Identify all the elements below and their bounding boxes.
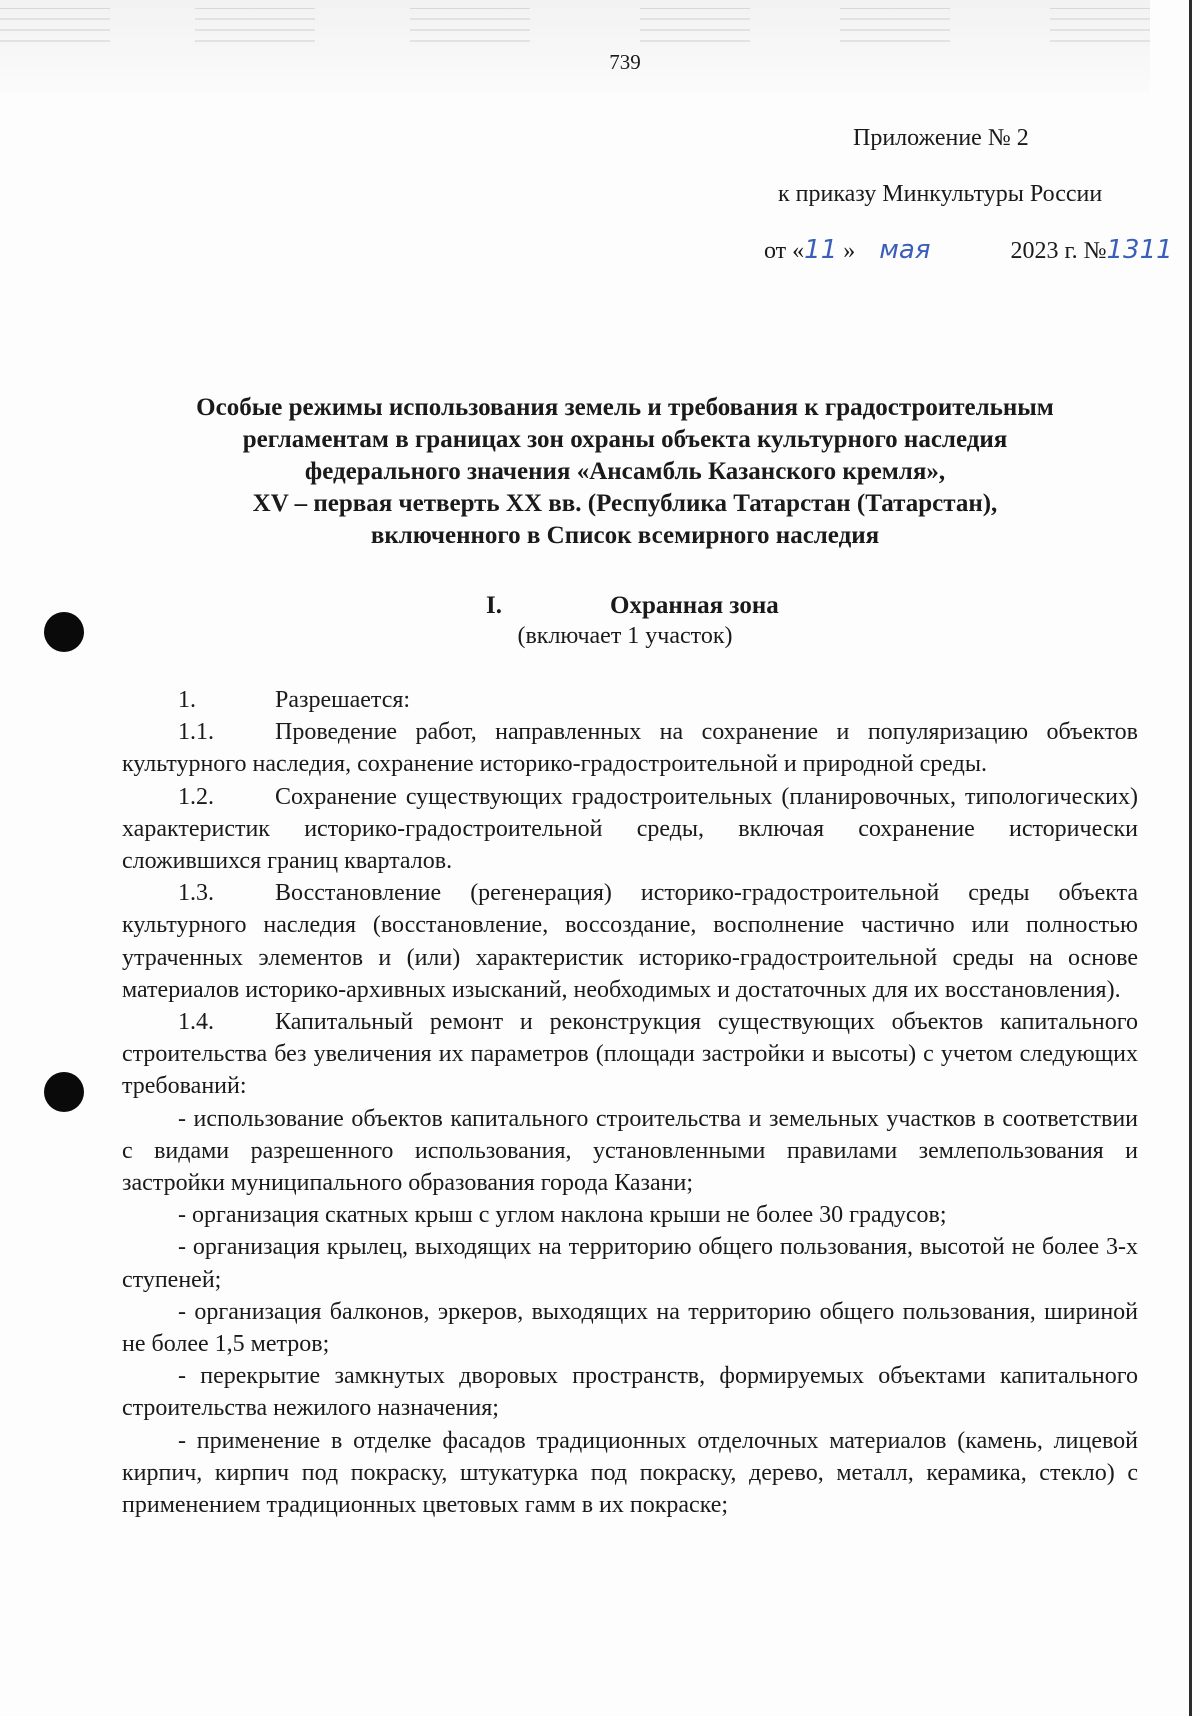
clause-number: 1.2. [178, 783, 214, 810]
requirement-item: - перекрытие замкнутых дворовых пространств, формируемых объектами капитального строительства нежилого назначения; [122, 1363, 1138, 1422]
appendix-order-ref: к приказу Минкультуры России [778, 181, 1103, 207]
clause-number: 1. [178, 687, 196, 713]
clause-1-1 [122, 716, 1138, 780]
clause-number: 1.4. [178, 1009, 214, 1036]
title-line: включенного в Список всемирного наследия [370, 522, 880, 549]
punch-hole [44, 1072, 84, 1112]
date-close-quote: » [843, 238, 856, 264]
clause-text: Капитальный ремонт и реконструкция существующих объектов капитального строительства без увеличения их параметров (площади застройки и высоты) с учетом следующих требований: [122, 1009, 1138, 1100]
title-line: XV – первая четверть XX вв. (Республика Татарстан (Татарстан), [252, 490, 998, 517]
date-year: 2023 г. № [1010, 238, 1107, 264]
requirement-item: - использование объектов капитального строительства и земельных участков в соответствии с видами разрешенного использования, установленными правилами землепользования и застройки муниципального образования города Казани; [122, 1105, 1138, 1197]
scan-bleed-through [0, 0, 1150, 92]
appendix-label: Приложение № 2 [853, 125, 1029, 151]
clause-text: Проведение работ, направленных на сохранение и популяризацию объектов культурного наследия, сохранение историко-градостроительной и природной среды. [122, 719, 1138, 778]
appendix-date-line [764, 236, 1173, 265]
clause-text: Восстановление (регенерация) историко-градостроительной среды объекта культурного наследия (восстановление, воссоздание, восполнение частично или полностью утраченных элементов и (или) характеристик историко-градостроительной среды на основе материалов историко-архивных изысканий, необходимых и достаточных для их восстановления). [122, 880, 1138, 1003]
requirement-item: - организация крылец, выходящих на территорию общего пользования, высотой не более 3-х ступеней; [122, 1234, 1138, 1293]
section-number: I. [486, 592, 502, 619]
clause-1-4 [122, 1006, 1138, 1103]
clause-text: Разрешается: [275, 687, 411, 713]
clause-number: 1.3. [178, 880, 214, 907]
scan-edge [1189, 0, 1192, 1716]
order-number-handwritten: 1311 [1106, 235, 1173, 265]
section-subtitle: (включает 1 участок) [517, 623, 733, 649]
clause-1-3 [122, 877, 1138, 1006]
clause-1 [122, 684, 1138, 716]
requirement-item: - организация скатных крыш с углом наклона крыши не более 30 градусов; [178, 1202, 947, 1229]
punch-hole [44, 612, 84, 652]
section-name: Охранная зона [610, 592, 779, 619]
date-month-handwritten: мая [879, 235, 931, 265]
title-line: Особые режимы использования земель и требования к градостроительным [196, 394, 1054, 421]
clause-1-2 [122, 781, 1138, 878]
date-prefix: от « [764, 238, 805, 264]
date-day-handwritten: 11 [804, 235, 838, 265]
page-number: 739 [609, 50, 641, 74]
title-line: регламентам в границах зон охраны объекта культурного наследия [242, 426, 1008, 453]
clause-number: 1.1. [178, 719, 214, 746]
document-title [110, 392, 1140, 552]
requirement-item: - организация балконов, эркеров, выходящих на территорию общего пользования, шириной не более 1,5 метров; [122, 1298, 1138, 1358]
requirement-item: - применение в отделке фасадов традиционных отделочных материалов (камень, лицевой кирпич, кирпич под покраску, штукатурка под покраску, дерево, металл, керамика, стекло) с применением традиционных цветовых гамм в их покраске; [122, 1427, 1138, 1519]
document-body [122, 684, 1138, 1521]
title-line: федерального значения «Ансамбль Казанского кремля», [304, 458, 946, 485]
clause-text: Сохранение существующих градостроительных (планировочных, типологических) характеристик историко-градостроительной среды, включая сохранение исторически сложившихся границ кварталов. [122, 783, 1138, 875]
